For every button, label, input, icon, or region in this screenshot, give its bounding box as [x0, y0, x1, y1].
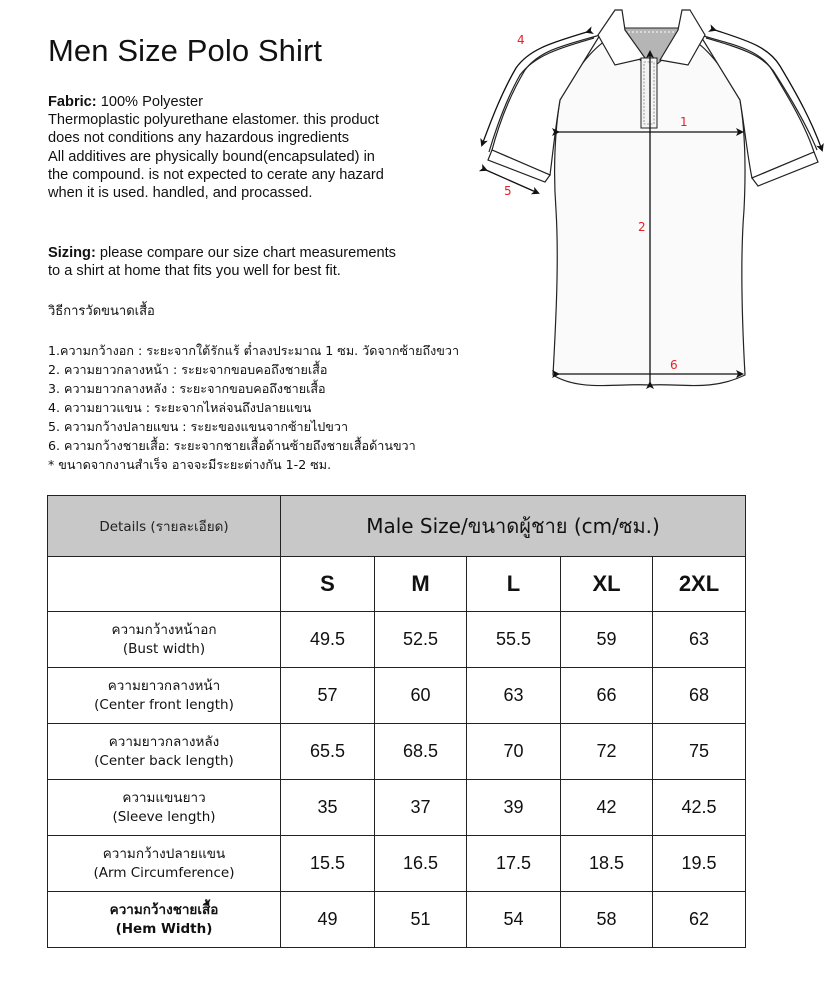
table-cell: 68 — [653, 668, 746, 724]
table-row — [48, 724, 746, 780]
size-header-row — [48, 557, 746, 612]
fabric-line: All additives are physically bound(encapsulated) in — [48, 148, 375, 165]
table-cell: 39 — [467, 780, 561, 836]
row-label-thai: ความยาวกลางหลัง — [108, 733, 220, 750]
table-cell: 51 — [375, 892, 467, 948]
table-cell: 68.5 — [375, 724, 467, 780]
size-header: 2XL — [653, 557, 746, 612]
sizing-label: Sizing: — [48, 245, 96, 261]
row-label-thai: ความกว้างชายเสื้อ — [109, 901, 219, 918]
howto-item: 3. ความยาวกลางหลัง : ระยะจากขอบคอถึงชายเสื้อ — [48, 381, 326, 396]
table-cell: 58 — [561, 892, 653, 948]
row-label-thai: ความแขนยาว — [122, 789, 206, 806]
table-cell: 59 — [561, 612, 653, 668]
howto-item: 2. ความยาวกลางหน้า : ระยะจากขอบคอถึงชายเสื้อ — [48, 362, 328, 377]
fabric-label: Fabric: — [48, 94, 97, 110]
table-cell: 57 — [281, 668, 375, 724]
table-cell: 62 — [653, 892, 746, 948]
row-label-english: (Sleeve length) — [112, 808, 216, 825]
table-row — [48, 892, 746, 948]
table-cell: 37 — [375, 780, 467, 836]
row-label — [48, 836, 281, 892]
measure-label-6: 6 — [670, 358, 678, 372]
table-row — [48, 668, 746, 724]
table-cell: 52.5 — [375, 612, 467, 668]
fabric-description — [48, 93, 478, 202]
size-header: S — [281, 557, 375, 612]
table-cell: 55.5 — [467, 612, 561, 668]
header-details: Details (รายละเอียด) — [48, 496, 281, 557]
row-label-english: (Center back length) — [94, 752, 234, 769]
table-row — [48, 836, 746, 892]
table-cell: 15.5 — [281, 836, 375, 892]
measure-howto-title: วิธีการวัดขนาดเสื้อ — [48, 304, 155, 319]
size-header-blank — [48, 557, 281, 612]
table-cell: 54 — [467, 892, 561, 948]
row-label — [48, 668, 281, 724]
howto-item: 6. ความกว้างชายเสื้อ: ระยะจากชายเสื้อด้านซ้ายถึงชายเสื้อด้านขวา — [48, 438, 416, 453]
table-cell: 49.5 — [281, 612, 375, 668]
row-label — [48, 612, 281, 668]
measure-label-2: 2 — [638, 220, 646, 234]
table-cell: 70 — [467, 724, 561, 780]
table-header-row — [48, 496, 746, 557]
row-label — [48, 780, 281, 836]
size-header: XL — [561, 557, 653, 612]
table-cell: 75 — [653, 724, 746, 780]
table-cell: 65.5 — [281, 724, 375, 780]
size-header: L — [467, 557, 561, 612]
sizing-note — [48, 244, 488, 280]
fabric-line: does not conditions any hazardous ingredients — [48, 130, 349, 147]
fabric-line: the compound. is not expected to cerate any hazard — [48, 166, 384, 183]
row-label-thai: ความกว้างปลายแขน — [102, 845, 226, 862]
size-table — [47, 495, 746, 948]
sizing-text: to a shirt at home that fits you well for best fit. — [48, 263, 341, 280]
howto-item: * ขนาดจากงานสำเร็จ อาจจะมีระยะต่างกัน 1-2 ซม. — [48, 457, 332, 472]
table-cell: 19.5 — [653, 836, 746, 892]
measure-label-5: 5 — [504, 184, 512, 198]
table-cell: 35 — [281, 780, 375, 836]
table-cell: 63 — [653, 612, 746, 668]
howto-item: 5. ความกว้างปลายแขน : ระยะของแขนจากซ้ายไปขวา — [48, 419, 349, 434]
row-label-thai: ความยาวกลางหน้า — [107, 677, 221, 694]
header-male-size: Male Size/ขนาดผู้ชาย (cm/ซม.) — [281, 496, 746, 557]
measure-label-4: 4 — [517, 33, 525, 47]
row-label — [48, 892, 281, 948]
howto-item: 4. ความยาวแขน : ระยะจากไหล่จนถึงปลายแขน — [48, 400, 312, 415]
row-label-english: (Arm Circumference) — [93, 864, 235, 881]
table-cell: 17.5 — [467, 836, 561, 892]
page-title: Men Size Polo Shirt — [48, 33, 323, 68]
shirt-placket — [641, 58, 657, 128]
fabric-value: 100% Polyester — [96, 94, 203, 110]
row-label-english: (Bust width) — [122, 640, 206, 657]
table-cell: 16.5 — [375, 836, 467, 892]
size-header: M — [375, 557, 467, 612]
sizing-text: please compare our size chart measurements — [95, 245, 396, 261]
table-cell: 49 — [281, 892, 375, 948]
table-cell: 18.5 — [561, 836, 653, 892]
shirt-diagram — [470, 0, 834, 400]
measure-label-1: 1 — [680, 115, 688, 129]
row-label-thai: ความกว้างหน้าอก — [111, 621, 217, 638]
table-cell: 72 — [561, 724, 653, 780]
howto-item: 1.ความกว้างอก : ระยะจากใต้รักแร้ ต่ำลงประมาณ 1 ซม. วัดจากซ้ายถึงขวา — [48, 343, 460, 358]
table-cell: 42 — [561, 780, 653, 836]
fabric-line: when it is used. handled, and procassed. — [48, 185, 313, 202]
measure-howto-list — [48, 341, 459, 474]
row-label-english: (Center front length) — [94, 696, 234, 713]
table-cell: 63 — [467, 668, 561, 724]
fabric-line: Thermoplastic polyurethane elastomer. this product — [48, 112, 379, 129]
table-row — [48, 780, 746, 836]
table-cell: 66 — [561, 668, 653, 724]
table-row — [48, 612, 746, 668]
table-cell: 42.5 — [653, 780, 746, 836]
table-cell: 60 — [375, 668, 467, 724]
row-label — [48, 724, 281, 780]
row-label-english: (Hem Width) — [115, 920, 213, 937]
